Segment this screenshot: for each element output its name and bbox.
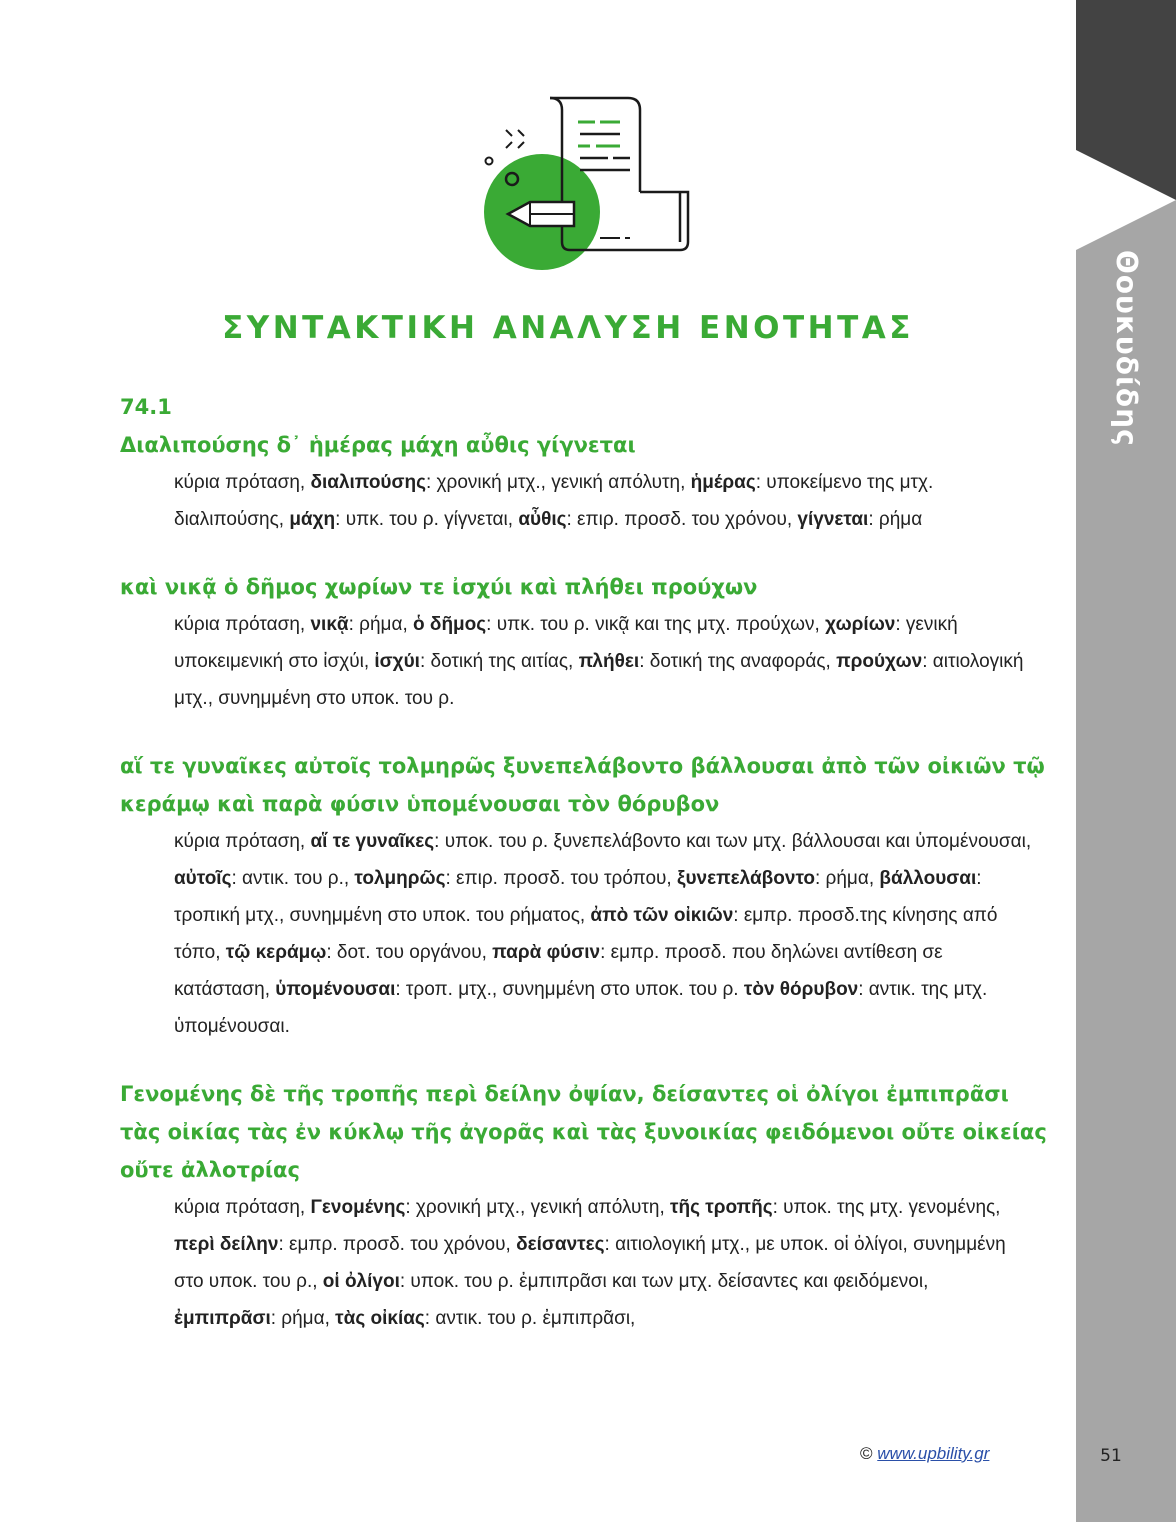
analysis-text: : αντικ. του ρ. ἐμπιπρᾶσι, (424, 1308, 636, 1329)
analysis-term: τὸν θόρυβον (743, 979, 859, 1000)
analysis-term: τολμηρῶς (354, 868, 446, 889)
analysis-text: : αιτιολογική μτχ., με υποκ. οἱ ὀλίγοι, συνημμένη στο υποκ. του ρ., (174, 1234, 1006, 1292)
analysis-text: : δοτική της αναφοράς, (639, 651, 837, 672)
analysis-text: : χρονική μτχ., γενική απόλυτη, (425, 472, 691, 493)
analysis-term: νικᾷ (310, 614, 349, 635)
analysis-term: ἐμπιπρᾶσι (174, 1308, 271, 1329)
analysis-text: : δοτ. του οργάνου, (326, 942, 493, 963)
analysis-text: : αντικ. της μτχ. ὑπομένουσαι. (174, 979, 988, 1037)
analysis-text: : υποκ. του ρ. ἐμπιπρᾶσι και των μτχ. δείσαντες και φειδόμενοι, (399, 1271, 929, 1292)
syntax-analysis (174, 464, 1055, 538)
analysis-term: περὶ δείλην (174, 1234, 279, 1255)
analysis-text: : υποκ. της μτχ. γενομένης, (772, 1197, 1001, 1218)
analysis-text: : υπκ. του ρ. γίγνεται, (335, 509, 519, 530)
analysis-entry (120, 426, 1055, 538)
analysis-text: : ρήμα, (348, 614, 414, 635)
side-tab-label: Θουκυδίδης (1110, 250, 1143, 447)
analysis-text: : υποκ. του ρ. ξυνεπελάβοντο και των μτχ. βάλλουσαι και ὑπομένουσαι, (434, 831, 1032, 852)
greek-text: αἵ τε γυναῖκες αὐτοῖς τολμηρῶς ξυνεπελάβοντο βάλλουσαι ἀπὸ τῶν οἰκιῶν τῷ κεράμῳ καὶ παρὰ φύσιν ὑπομένουσαι τὸν θόρυβον (120, 754, 1045, 816)
analysis-text: κύρια πρόταση, (174, 1197, 311, 1218)
analysis-term: ἡμέρας (690, 472, 756, 493)
analysis-text: : αντικ. του ρ., (231, 868, 355, 889)
page-title: ΣΥΝΤΑΚΤΙΚΗ ΑΝΑΛΥΣΗ ΕΝΟΤΗΤΑΣ (222, 310, 914, 346)
analysis-text: : ρήμα, (270, 1308, 336, 1329)
analysis-term: πλήθει (578, 651, 640, 672)
analysis-term: ὁ δῆμος (413, 614, 487, 635)
analysis-text: : τροπ. μτχ., συνημμένη στο υποκ. του ρ. (395, 979, 744, 1000)
analysis-text: : ρήμα, (815, 868, 880, 889)
analysis-term: γίγνεται (797, 509, 869, 530)
analysis-text: : εμπρ. προσδ.της κίνησης από τόπο, (174, 905, 998, 963)
analysis-text: : γενική υποκειμενική στο ἰσχύι, (174, 614, 958, 672)
analysis-term: οἱ ὀλίγοι (322, 1271, 400, 1292)
analysis-text: κύρια πρόταση, (174, 472, 311, 493)
analysis-entry (120, 568, 1055, 717)
analysis-text: : υποκείμενο της μτχ. διαλιπούσης, (174, 472, 934, 530)
analysis-term: τῆς τροπῆς (670, 1197, 773, 1218)
analysis-term: διαλιπούσης (310, 472, 426, 493)
syntax-analysis (174, 1189, 1055, 1337)
analysis-term: χωρίων (825, 614, 896, 635)
analysis-term: δείσαντες (516, 1234, 605, 1255)
analysis-term: βάλλουσαι (879, 868, 977, 889)
analysis-text: : ρήμα (868, 509, 923, 530)
document-pencil-icon (470, 92, 696, 274)
analysis-text: : επιρ. προσδ. του τρόπου, (445, 868, 677, 889)
section-number: 74.1 (120, 395, 172, 419)
page-number: 51 (1100, 1446, 1122, 1466)
analysis-term: αὐτοῖς (174, 868, 232, 889)
copyright-symbol: © (860, 1444, 873, 1463)
analysis-entry (120, 1075, 1055, 1337)
analysis-term: προύχων (836, 651, 923, 672)
website-link[interactable]: www.upbility.gr (877, 1444, 990, 1463)
greek-text: Διαλιπούσης δ᾽ ἡμέρας μάχη αὖθις γίγνεται (120, 433, 636, 457)
analysis-text: : εμπρ. προσδ. που δηλώνει αντίθεση σε κατάσταση, (174, 942, 943, 1000)
analysis-text: : εμπρ. προσδ. του χρόνου, (278, 1234, 517, 1255)
analysis-text: κύρια πρόταση, (174, 831, 311, 852)
analysis-text: : τροπική μτχ., συνημμένη στο υποκ. του ρήματος, (174, 868, 982, 926)
analysis-text: κύρια πρόταση, (174, 614, 311, 635)
analysis-term: τὰς οἰκίας (335, 1308, 425, 1329)
analysis-term: παρὰ φύσιν (492, 942, 601, 963)
analysis-term: ξυνεπελάβοντο (676, 868, 815, 889)
analysis-text: : επιρ. προσδ. του χρόνου, (566, 509, 798, 530)
analysis-term: αἵ τε γυναῖκες (310, 831, 435, 852)
analysis-text: : δοτική της αιτίας, (419, 651, 579, 672)
analysis-term: μάχη (289, 509, 336, 530)
analysis-term: τῷ κεράμῳ (225, 942, 327, 963)
analysis-entry (120, 747, 1055, 1045)
analysis-term: ὑπομένουσαι (275, 979, 396, 1000)
greek-text: Γενομένης δὲ τῆς τροπῆς περὶ δείλην ὀψίαν, δείσαντες οἱ ὀλίγοι ἐμπιπρᾶσι τὰς οἰκίας τὰς ἐν κύκλῳ τῆς ἀγορᾶς καὶ τὰς ξυνοικίας φειδόμενοι οὔτε οἰκείας οὔτε ἀλλοτρίας (120, 1082, 1047, 1182)
analysis-term: ἀπὸ τῶν οἰκιῶν (590, 905, 734, 926)
analysis-term: ἰσχύι (374, 651, 420, 672)
analysis-text: : χρονική μτχ., γενική απόλυτη, (405, 1197, 670, 1218)
greek-text: καὶ νικᾷ ὁ δῆμος χωρίων τε ἰσχύι καὶ πλήθει προύχων (120, 575, 758, 599)
syntax-analysis (174, 606, 1055, 717)
footer (860, 1444, 989, 1464)
analysis-term: Γενομένης (310, 1197, 406, 1218)
analysis-text: : αιτιολογική μτχ., συνημμένη στο υποκ. του ρ. (174, 651, 1024, 709)
analysis-term: αὖθις (518, 509, 567, 530)
syntax-analysis (174, 823, 1055, 1045)
analysis-text: : υπκ. του ρ. νικᾷ και της μτχ. προύχων, (486, 614, 826, 635)
analysis-content (120, 388, 1055, 1367)
